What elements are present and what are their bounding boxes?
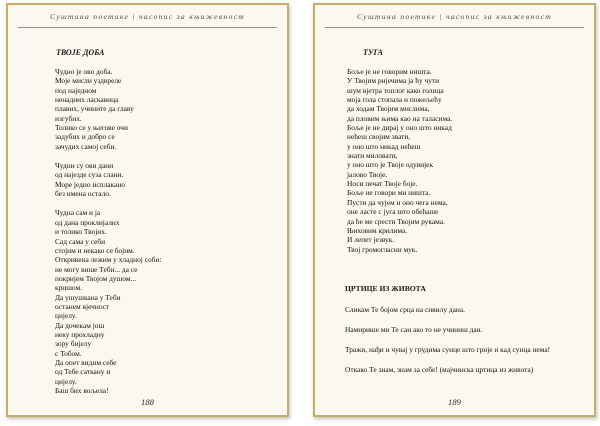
poem-line: цијелу. xyxy=(55,311,77,321)
poem-body xyxy=(55,67,161,405)
poem-line: Море једно исплакано xyxy=(55,179,125,189)
poem-line: плавих, учините да главу xyxy=(55,104,134,114)
poem-line: цијелу. xyxy=(55,376,77,386)
page-number: 189 xyxy=(448,397,461,407)
left-page xyxy=(6,3,289,417)
poem-line: да ће ме срести Твојим рукама. xyxy=(347,216,445,226)
vignette-paragraph: Намирише ми Те сан ако то не учиниш дан. xyxy=(345,325,483,335)
poem-line: Толико се у његове очи xyxy=(55,123,128,133)
poem-line: Њиховим крилима. xyxy=(347,225,408,235)
poem-line: неку прохладну xyxy=(55,329,105,339)
vignette-paragraph: Откако Те знам, знам за себе! (мајчинска цртица из живота) xyxy=(345,365,534,375)
header-rule xyxy=(18,27,277,28)
poem-line: Чудно је ово доба. xyxy=(55,67,113,76)
poem-line: и толико Твојих. xyxy=(55,227,107,237)
poem-line: од дана проклијалих xyxy=(55,217,120,227)
poem-line: Боље је не говорим ништа. xyxy=(347,67,432,76)
right-page xyxy=(313,3,596,417)
vignette-paragraph: Сликам Те бојом срца на сивилу дана. xyxy=(345,305,465,314)
poem-line: Баш бих вољела! xyxy=(55,386,109,395)
poem-line: у оно што никад нећеш xyxy=(347,141,421,151)
poem-line: без имена остало. xyxy=(55,189,111,199)
vignette-paragraph: Тражи, нађи и чувај у грудима сунце што грије и кад сунца нема! xyxy=(345,345,551,355)
stanza xyxy=(55,208,161,395)
poem-line: Твој громогласни мук. xyxy=(347,244,418,254)
poem-line: Сад сама у себи xyxy=(55,236,106,246)
poem-line: изгубих. xyxy=(55,113,82,123)
poem-line: Да ушушкана у Теби xyxy=(55,292,121,302)
poem-line: Носи печат Твоје боје. xyxy=(347,179,418,189)
poem-title: ТУГА xyxy=(363,48,384,57)
poem-line: кришом. xyxy=(55,283,83,293)
poem-line: останем вјечност xyxy=(55,301,110,311)
poem-line: од Тебе саткану и xyxy=(55,367,111,377)
poem-line: Чудни су ови дани xyxy=(55,161,114,171)
header-rule xyxy=(325,27,584,28)
poem-line: Боље не говори ми ништа. xyxy=(347,188,431,198)
poem-line: Моје мисли уздвреле xyxy=(55,76,122,86)
poem-line: не могу више Теби... да се xyxy=(55,264,138,274)
vignettes xyxy=(345,305,567,385)
poem-body xyxy=(347,67,452,254)
poem-line: зору бијелу xyxy=(55,339,92,349)
poem-line: нећеш својим звати, xyxy=(347,132,411,142)
poem-line: под наједном xyxy=(55,85,97,95)
poem-line: знати миловати, xyxy=(347,151,398,161)
poem-title: ТВОЈЕ ДОБА xyxy=(56,48,105,57)
stanza xyxy=(55,67,161,151)
poem-line: да ходам Твојим мислима, xyxy=(347,104,430,114)
poem-line: шум вјетра топлог како голица xyxy=(347,85,444,95)
poem-line: јалово Твоје. xyxy=(347,169,388,179)
poem-line: Да дочекам још xyxy=(55,320,105,330)
poem-line: У Твојим ријечима ја ћу чути xyxy=(347,76,440,86)
poem-line: Боље је не дирај у оно што никад xyxy=(347,123,452,133)
poem-line: Откривена лежим у хладној соби: xyxy=(55,255,162,265)
poem-line: да пловим њима као на таласима. xyxy=(347,113,453,123)
section-title: ЦРТИЦЕ ИЗ ЖИВОТА xyxy=(345,284,426,293)
poem-line: зачудих самој себи. xyxy=(55,141,117,151)
poem-line: Да опет видим себе xyxy=(55,357,117,367)
poem-line: од најезде суза слани. xyxy=(55,170,124,180)
poem-line: Пусти да чујем и оно чега нема, xyxy=(347,197,448,207)
poem-line: с Тобом. xyxy=(55,348,82,358)
poem-line: стојим и некако се бојим. xyxy=(55,245,135,255)
poem-line: покријем Твојом душом... xyxy=(55,273,137,283)
poem-line: ненадних ласкавица xyxy=(55,95,119,105)
poem-line: И лепет језвук. xyxy=(347,235,395,245)
poem-line: моја гола стопала и пожељећу xyxy=(347,95,442,105)
stanza xyxy=(55,161,161,198)
poem-line: Чудна сам и ја xyxy=(55,208,101,218)
page-number: 188 xyxy=(141,397,154,407)
running-head: Суштина поетике | часопис за књижевност xyxy=(356,12,553,21)
poem-line: у оно што је Твоје одувијек xyxy=(347,160,434,170)
poem-line: оне ласте с југа што обећаше xyxy=(347,207,439,217)
running-head: Суштина поетике | часопис за књижевност xyxy=(49,12,246,21)
poem-line: задубих и добро се xyxy=(55,132,115,142)
